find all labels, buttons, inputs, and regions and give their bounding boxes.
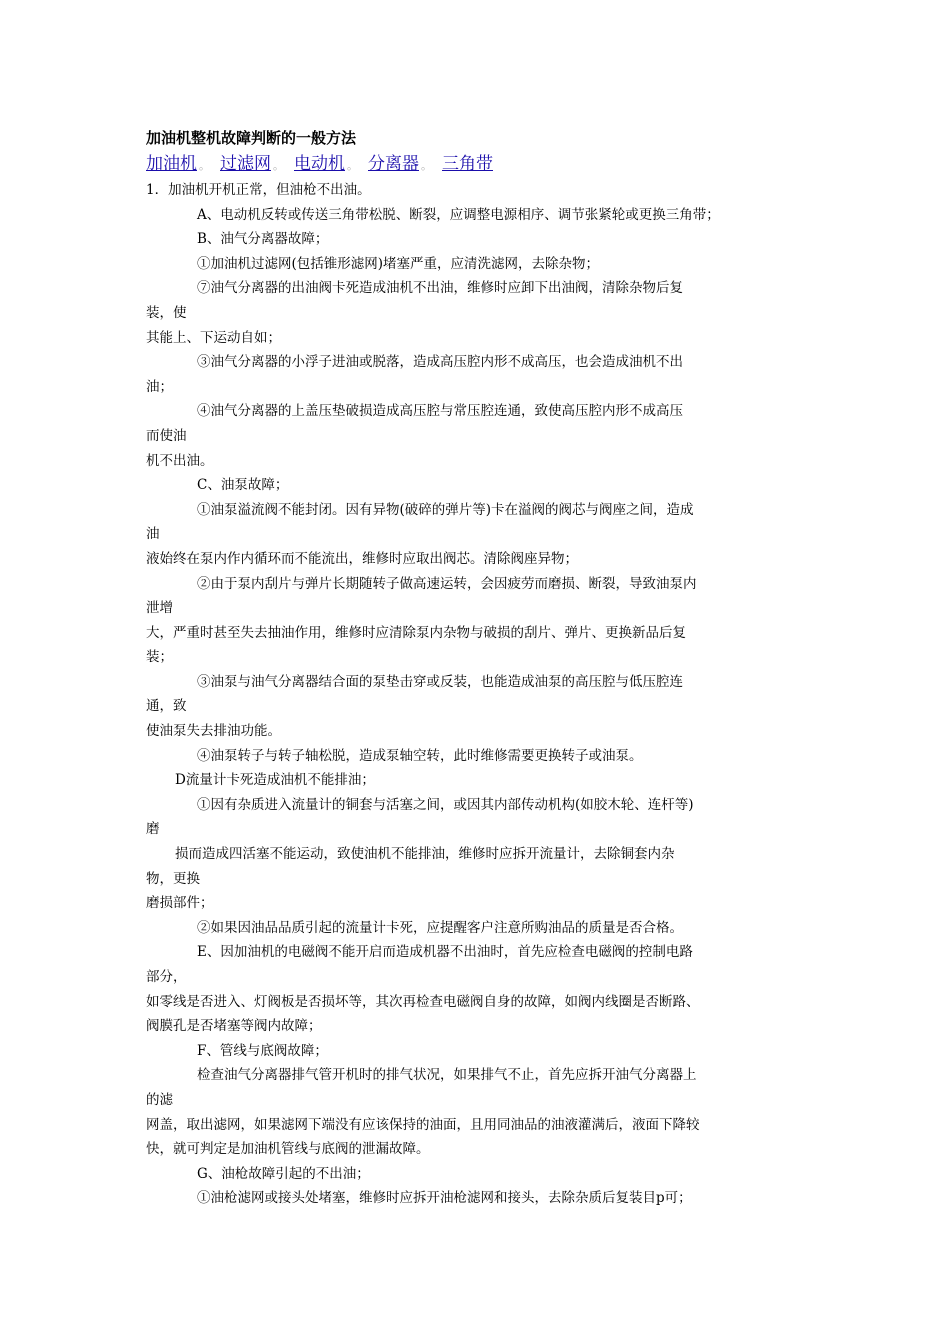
- body-line: ③油气分离器的小浮子进油或脱落，造成高压腔内形不成高压，也会造成油机不出: [197, 354, 683, 371]
- body-line: B、油气分离器故障；: [197, 231, 329, 248]
- body-line: G、油枪故障引起的不出油；: [197, 1165, 370, 1182]
- tag-separator: 。: [421, 159, 432, 172]
- tag-separator: 。: [347, 159, 358, 172]
- body-line: 磨损部件；: [146, 895, 214, 912]
- body-line: 检查油气分离器排气管开机时的排气状况，如果排气不止，首先应拆开油气分离器上: [197, 1067, 697, 1084]
- body-line: ⑦油气分离器的出油阀卡死造成油机不出油，维修时应卸下出油阀，清除杂物后复: [197, 280, 683, 297]
- body-line: A、电动机反转或传送三角带松脱、断裂，应调整电源相序、调节张紧轮或更换三角带；: [197, 206, 720, 223]
- body-line: 装，使: [146, 304, 187, 321]
- body-line: 其能上、下运动自如；: [146, 329, 281, 346]
- tag-link[interactable]: 三角带: [442, 154, 493, 174]
- body-line: 使油泵失去排油功能。: [146, 723, 281, 740]
- body-line: C、油泵故障；: [197, 477, 289, 494]
- body-line: E、因加油机的电磁阀不能开启而造成机器不出油时，首先应检查电磁阀的控制电路: [197, 944, 693, 961]
- body-line: 快，就可判定是加油机管线与底阀的泄漏故障。: [146, 1141, 430, 1158]
- body-line: 1．加油机开机正常，但油枪不出油。: [146, 182, 371, 198]
- body-line: F、管线与底阀故障；: [197, 1042, 328, 1059]
- document-title: 加油机整机故障判断的一般方法: [146, 129, 357, 147]
- tag-separator: 。: [199, 159, 210, 172]
- body-line: ①加油机过滤网(包括锥形滤网)堵塞严重，应清洗滤网，去除杂物；: [197, 255, 600, 272]
- body-line: 网盖，取出滤网，如果滤网下端没有应该保持的油面，且用同油品的油液灌满后，液面下降较: [146, 1116, 700, 1133]
- tag-list: [146, 152, 814, 178]
- body-line: 阀膜孔是否堵塞等阀内故障；: [146, 1018, 322, 1035]
- document-page: [146, 124, 814, 1211]
- body-line: ①油枪滤网或接头处堵塞，维修时应拆开油枪滤网和接头，去除杂质后复装目p可；: [197, 1190, 692, 1207]
- body-line: ①因有杂质进入流量计的铜套与活塞之间，或因其内部传动机构(如胶木轮、连杆等): [197, 796, 694, 813]
- body-line: 机不出油。: [146, 452, 214, 469]
- body-line: 通，致: [146, 698, 187, 715]
- body-line: 液始终在泵内作内循环而不能流出，维修时应取出阀芯。清除阀座异物；: [146, 550, 578, 567]
- body-line: ②由于泵内刮片与弹片长期随转子做高速运转，会因疲劳而磨损、断裂，导致油泵内: [197, 575, 697, 592]
- body-line: ③油泵与油气分离器结合面的泵垫击穿或反装，也能造成油泵的高压腔与低压腔连: [197, 673, 683, 690]
- tag-link[interactable]: 加油机: [146, 154, 197, 174]
- body-line: ④油气分离器的上盖压垫破损造成高压腔与常压腔连通，致使高压腔内形不成高压: [197, 403, 683, 420]
- tag-link[interactable]: 过滤网: [220, 154, 271, 174]
- body-line: 如零线是否进入、灯阀板是否损坏等，其次再检查电磁阀自身的故障，如阀内线圈是否断路、: [146, 993, 700, 1010]
- body-line: ④油泵转子与转子轴松脱，造成泵轴空转，此时维修需要更换转子或油泵。: [197, 747, 643, 764]
- tag-link[interactable]: 分离器: [368, 154, 419, 174]
- body-line: 物，更换: [146, 870, 200, 887]
- body-line: 油；: [146, 378, 173, 395]
- tag-link[interactable]: 电动机: [294, 154, 345, 174]
- body-line: 部分，: [146, 969, 187, 985]
- body-line: 而使油: [146, 427, 187, 444]
- document-body: [146, 178, 814, 1211]
- body-line: 泄增: [146, 600, 173, 617]
- body-line: 大，严重时甚至失去抽油作用，维修时应清除泵内杂物与破损的刮片、弹片、更换新品后复: [146, 624, 686, 641]
- body-line: 损而造成四活塞不能运动，致使油机不能排油，维修时应拆开流量计，去除铜套内杂: [175, 846, 675, 863]
- body-line: ②如果因油品品质引起的流量计卡死，应提醒客户注意所购油品的质量是否合格。: [197, 919, 683, 936]
- body-line: 油: [146, 526, 160, 543]
- body-line: D流量计卡死造成油机不能排油；: [175, 772, 375, 789]
- body-line: 装；: [146, 649, 173, 666]
- tag-separator: 。: [273, 159, 284, 172]
- body-line: 磨: [146, 821, 160, 838]
- body-line: 的滤: [146, 1091, 173, 1108]
- body-line: ①油泵溢流阀不能封闭。因有异物(破碎的弹片等)卡在溢阀的阀芯与阀座之间，造成: [197, 501, 694, 518]
